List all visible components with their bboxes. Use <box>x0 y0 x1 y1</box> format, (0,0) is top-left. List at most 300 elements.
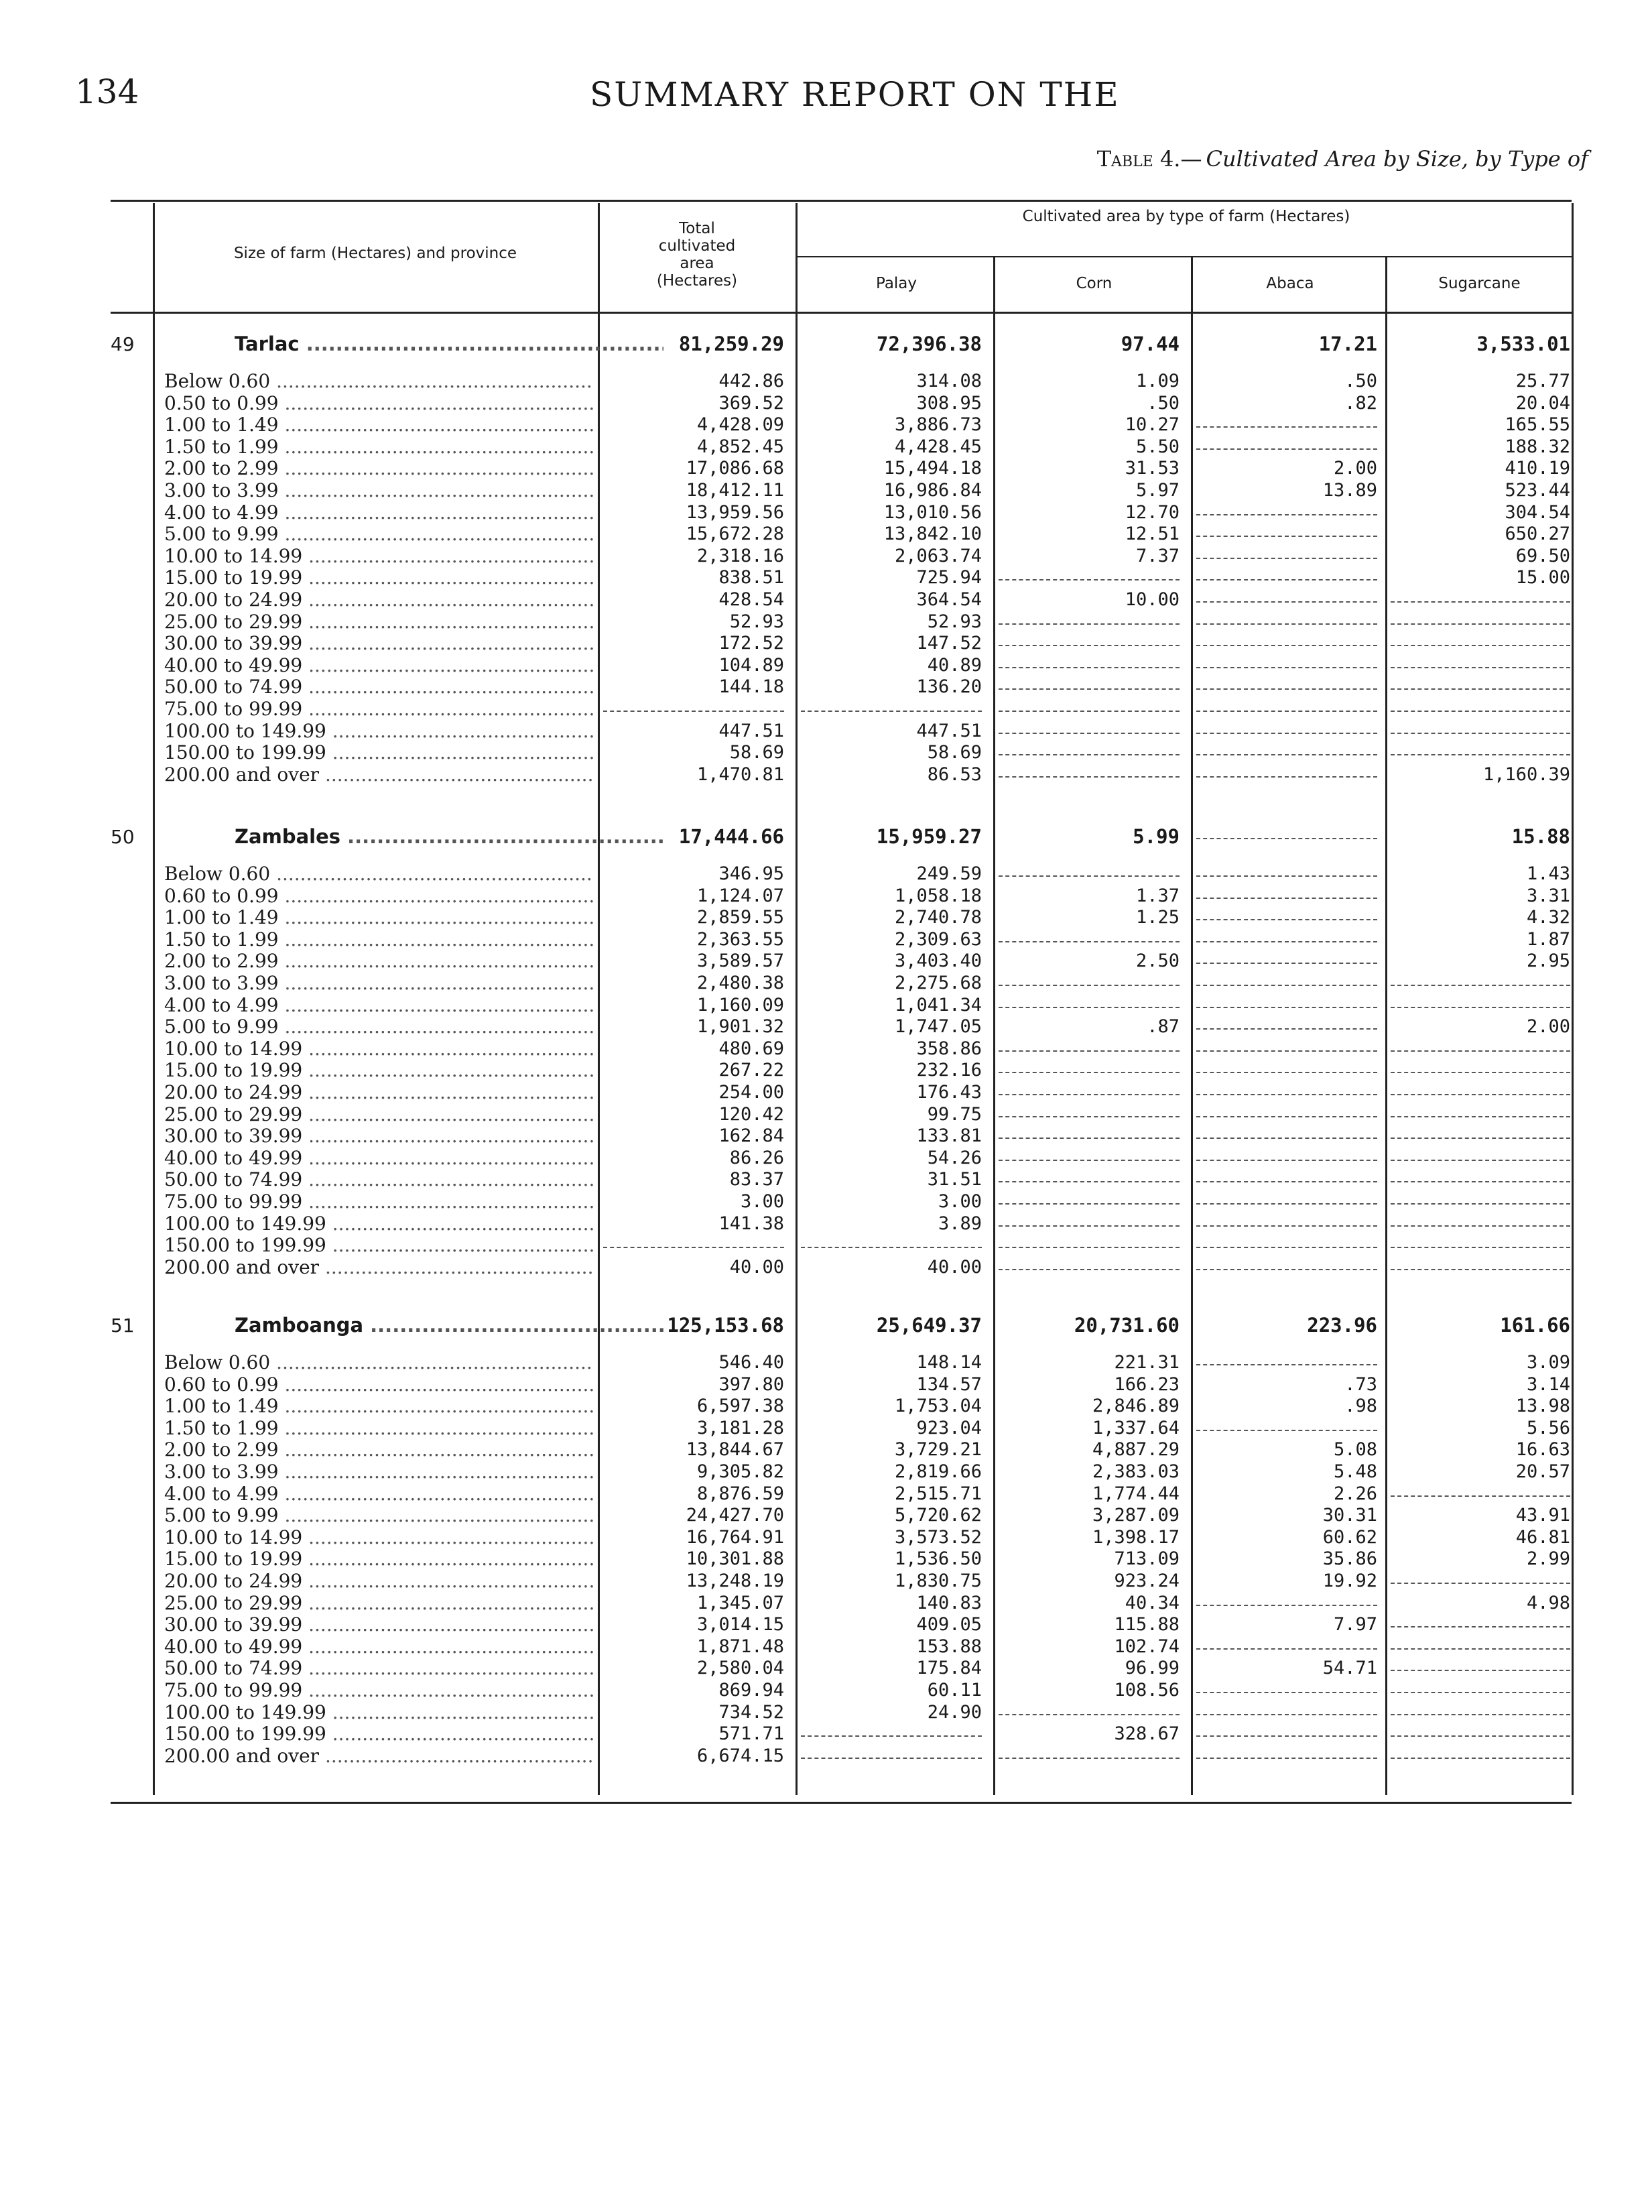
area-value: 134.57 <box>916 1373 982 1395</box>
province-total-value: 3,533.01 <box>1476 332 1570 355</box>
area-value: 3,589.57 <box>696 950 784 972</box>
area-value <box>999 764 1180 778</box>
area-value <box>1196 589 1377 603</box>
size-class-label: 4.00 to 4.99 ..... <box>164 995 593 1016</box>
province-total-value: 20,731.60 <box>1074 1314 1180 1337</box>
size-class-row <box>0 1352 1652 1373</box>
area-value <box>1391 1745 1570 1759</box>
area-value: 148.14 <box>916 1352 982 1373</box>
size-class-row <box>0 1082 1652 1103</box>
size-class-label: 5.00 to 9.99 ..... <box>164 1505 593 1526</box>
size-class-label: 10.00 to 14.99 ..... <box>164 1527 593 1548</box>
size-class-label: 2.00 to 2.99 ..... <box>164 458 593 479</box>
area-value: 7.97 <box>1333 1614 1377 1636</box>
area-value <box>1391 589 1570 603</box>
header-sugarcane: Sugarcane <box>1438 275 1521 292</box>
size-class-row <box>0 885 1652 907</box>
size-class-row <box>0 502 1652 524</box>
size-class-row <box>0 458 1652 479</box>
size-class-row <box>0 414 1652 436</box>
size-class-row <box>0 480 1652 501</box>
area-value <box>1391 1680 1570 1693</box>
size-class-row <box>0 742 1652 763</box>
area-value <box>1391 1082 1570 1095</box>
area-value <box>999 1213 1180 1227</box>
area-value: 25.77 <box>1515 371 1570 391</box>
area-value: 314.08 <box>916 371 982 391</box>
size-class-label: 150.00 to 199.99 ..... <box>164 1235 593 1256</box>
area-value: .98 <box>1344 1396 1377 1417</box>
area-value: 3,181.28 <box>696 1417 784 1438</box>
area-value: 162.84 <box>718 1125 784 1147</box>
area-value <box>1196 1257 1377 1270</box>
area-value <box>1196 1723 1377 1737</box>
area-value: 166.23 <box>1114 1373 1180 1395</box>
size-class-row <box>0 1680 1652 1701</box>
area-value: 8,876.59 <box>696 1483 784 1504</box>
area-value: 20.57 <box>1515 1461 1570 1482</box>
area-value: 3,729.21 <box>894 1439 982 1461</box>
size-class-label: 30.00 to 39.99 ..... <box>164 633 593 654</box>
area-value: 136.20 <box>916 676 982 698</box>
province-total-value: 97.44 <box>1121 332 1180 355</box>
size-class-label: 15.00 to 19.99 ..... <box>164 1060 593 1081</box>
area-value: 5,720.62 <box>894 1505 982 1526</box>
area-value: 1,871.48 <box>696 1636 784 1657</box>
area-value <box>1196 1016 1377 1030</box>
area-value <box>801 1235 982 1248</box>
size-class-row <box>0 907 1652 928</box>
area-value <box>999 611 1180 625</box>
size-class-row <box>0 950 1652 972</box>
size-class-label: 40.00 to 49.99 ..... <box>164 1636 593 1658</box>
area-value: 2.26 <box>1333 1483 1377 1504</box>
area-value <box>1391 1191 1570 1205</box>
area-value: 3,886.73 <box>894 414 982 436</box>
area-value: 1,160.09 <box>696 994 784 1016</box>
size-class-label: 1.50 to 1.99 ..... <box>164 436 593 458</box>
area-value: 147.52 <box>916 633 982 654</box>
area-value: 60.11 <box>927 1680 982 1701</box>
area-value: 16,986.84 <box>883 480 982 501</box>
size-class-label: 1.00 to 1.49 ..... <box>164 907 593 928</box>
area-value: 838.51 <box>718 567 784 589</box>
area-value: 1,747.05 <box>894 1016 982 1038</box>
area-value <box>1196 1125 1377 1139</box>
area-value: 175.84 <box>916 1658 982 1679</box>
area-value: .82 <box>1344 392 1377 414</box>
area-value: 4,428.45 <box>894 436 982 457</box>
size-class-row <box>0 1614 1652 1636</box>
area-value <box>999 1060 1180 1073</box>
area-value: 1.09 <box>1135 371 1180 391</box>
area-value: 2.50 <box>1135 950 1180 972</box>
area-value: .50 <box>1147 392 1180 414</box>
area-value: 40.00 <box>927 1256 982 1278</box>
size-class-row <box>0 655 1652 676</box>
province-total-row <box>0 1314 1652 1336</box>
area-value: 40.89 <box>927 654 982 676</box>
area-value <box>1391 1257 1570 1270</box>
area-value <box>1196 502 1377 515</box>
size-class-row <box>0 863 1652 885</box>
area-value: 221.31 <box>1114 1352 1180 1373</box>
area-value <box>999 995 1180 1008</box>
province-number: 49 <box>111 333 135 355</box>
area-value: 1.25 <box>1135 907 1180 928</box>
area-value: 115.88 <box>1114 1614 1180 1636</box>
area-value: 1,398.17 <box>1092 1526 1180 1548</box>
area-value: 40.00 <box>729 1256 784 1278</box>
area-value <box>1196 1191 1377 1205</box>
area-value: 3,403.40 <box>894 950 982 972</box>
area-value: 734.52 <box>718 1701 784 1723</box>
size-class-label: 4.00 to 4.99 ..... <box>164 1483 593 1505</box>
size-class-row <box>0 546 1652 567</box>
area-value: 19.92 <box>1322 1571 1377 1591</box>
size-class-label: 30.00 to 39.99 ..... <box>164 1614 593 1636</box>
area-value <box>1391 1235 1570 1248</box>
area-value <box>1196 1148 1377 1161</box>
size-class-row <box>0 1396 1652 1417</box>
area-value: 18,412.11 <box>686 480 784 501</box>
area-value: 6,674.15 <box>696 1745 784 1766</box>
header-corn: Corn <box>1076 275 1113 292</box>
size-class-row <box>0 995 1652 1016</box>
header-total: Total cultivated area (Hectares) <box>656 220 738 290</box>
size-class-row <box>0 1060 1652 1081</box>
size-class-label: 25.00 to 29.99 ..... <box>164 611 593 633</box>
area-value <box>1391 721 1570 734</box>
size-class-label: 25.00 to 29.99 ..... <box>164 1104 593 1125</box>
page-number: 134 <box>75 72 139 111</box>
size-class-label: 100.00 to 149.99 ..... <box>164 721 593 742</box>
size-class-label: 1.00 to 1.49 ..... <box>164 414 593 436</box>
area-value: 40.34 <box>1125 1592 1180 1613</box>
size-class-row <box>0 1571 1652 1592</box>
area-value: 9,305.82 <box>696 1461 784 1482</box>
area-value: 304.54 <box>1505 501 1570 523</box>
area-value <box>1196 698 1377 712</box>
size-class-row <box>0 1374 1652 1396</box>
size-class-label: 3.00 to 3.99 ..... <box>164 480 593 501</box>
area-value <box>1391 633 1570 646</box>
header-abaca: Abaca <box>1266 275 1314 292</box>
size-class-label: 3.00 to 3.99 ..... <box>164 1461 593 1483</box>
table-title: Cultivated Area by Size, by Type of <box>1206 146 1588 172</box>
area-value: 13,248.19 <box>686 1571 784 1591</box>
area-value <box>1391 1571 1570 1584</box>
size-class-label: 20.00 to 24.99 ..... <box>164 589 593 611</box>
area-value <box>801 698 982 712</box>
area-value: 447.51 <box>916 720 982 741</box>
area-value: 16.63 <box>1515 1439 1570 1461</box>
area-value <box>1196 1593 1377 1606</box>
size-class-row <box>0 721 1652 742</box>
area-value: 725.94 <box>916 567 982 589</box>
area-value: 54.26 <box>927 1147 982 1168</box>
province-name: Zamboanga ..... <box>235 1314 663 1336</box>
size-class-row <box>0 929 1652 950</box>
area-value <box>1196 611 1377 625</box>
area-value <box>1196 524 1377 537</box>
header-palay: Palay <box>875 275 917 292</box>
area-value: 369.52 <box>718 392 784 414</box>
area-value: 267.22 <box>718 1060 784 1081</box>
size-class-row <box>0 611 1652 633</box>
area-value: 24,427.70 <box>686 1505 784 1526</box>
province-total-row <box>0 826 1652 847</box>
area-value <box>1391 1125 1570 1139</box>
size-class-row <box>0 1723 1652 1745</box>
size-class-label: 1.50 to 1.99 ..... <box>164 929 593 950</box>
size-class-label: 200.00 and over ..... <box>164 1745 593 1767</box>
area-value: 5.48 <box>1333 1461 1377 1482</box>
area-value: 7.37 <box>1135 545 1180 566</box>
area-value <box>1391 973 1570 986</box>
area-value: 2,318.16 <box>696 545 784 566</box>
size-class-label: 0.60 to 0.99 ..... <box>164 1374 593 1396</box>
area-value <box>1391 1658 1570 1671</box>
area-value <box>999 1082 1180 1095</box>
area-value: 480.69 <box>718 1038 784 1059</box>
area-value <box>999 1148 1180 1161</box>
area-value <box>1391 1483 1570 1497</box>
area-value: 15,494.18 <box>883 458 982 479</box>
area-value <box>999 863 1180 877</box>
province-total-value: 17.21 <box>1318 332 1377 355</box>
province-total-value: 81,259.29 <box>678 332 784 355</box>
area-value: 2,580.04 <box>696 1658 784 1679</box>
area-value <box>1196 1702 1377 1715</box>
area-value: 447.51 <box>718 720 784 741</box>
area-value: 52.93 <box>927 611 982 632</box>
area-value: 2,383.03 <box>1092 1461 1180 1482</box>
size-class-row <box>0 1213 1652 1235</box>
province-total-value: 15.88 <box>1511 825 1570 848</box>
size-class-label: 15.00 to 19.99 ..... <box>164 567 593 589</box>
area-value: 3.00 <box>938 1191 982 1212</box>
area-value <box>1196 1082 1377 1095</box>
area-value <box>1391 1060 1570 1073</box>
size-class-label: 40.00 to 49.99 ..... <box>164 1148 593 1169</box>
province-total-value: 5.99 <box>1133 825 1180 848</box>
area-value: 1,337.64 <box>1092 1417 1180 1438</box>
area-value: 3.89 <box>938 1213 982 1234</box>
area-value <box>1196 742 1377 755</box>
area-value <box>1196 633 1377 646</box>
province-total-row <box>0 333 1652 355</box>
size-class-row <box>0 393 1652 414</box>
area-value <box>1196 1680 1377 1693</box>
area-value <box>1196 1352 1377 1365</box>
area-value <box>999 742 1180 755</box>
size-class-label: 3.00 to 3.99 ..... <box>164 973 593 994</box>
size-class-label: 50.00 to 74.99 ..... <box>164 1658 593 1679</box>
area-value: 43.91 <box>1515 1505 1570 1526</box>
area-value: 3.31 <box>1526 885 1570 906</box>
size-class-row <box>0 1148 1652 1169</box>
area-value: 2.99 <box>1526 1548 1570 1570</box>
size-class-row <box>0 1038 1652 1060</box>
area-value: 5.50 <box>1135 436 1180 457</box>
area-value: 108.56 <box>1114 1680 1180 1701</box>
area-value <box>1196 1169 1377 1182</box>
area-value: 140.83 <box>916 1592 982 1613</box>
area-value <box>1391 1213 1570 1227</box>
area-value <box>1391 1636 1570 1650</box>
area-value <box>999 1169 1180 1182</box>
size-class-row <box>0 1483 1652 1505</box>
size-class-label: 100.00 to 149.99 ..... <box>164 1702 593 1723</box>
area-value: 442.86 <box>718 371 784 391</box>
area-value: 1,901.32 <box>696 1016 784 1038</box>
area-value: 13,842.10 <box>883 524 982 545</box>
size-class-row <box>0 1104 1652 1125</box>
size-class-label: 100.00 to 149.99 ..... <box>164 1213 593 1235</box>
running-head: SUMMARY REPORT ON THE <box>590 75 1120 114</box>
area-value: 3.00 <box>740 1191 784 1212</box>
area-value: 120.42 <box>718 1103 784 1125</box>
size-class-row <box>0 1593 1652 1614</box>
area-value: .87 <box>1147 1016 1180 1038</box>
size-class-row <box>0 371 1652 392</box>
area-value: 188.32 <box>1505 436 1570 457</box>
size-class-row <box>0 1745 1652 1767</box>
size-class-row <box>0 1235 1652 1256</box>
area-value: 346.95 <box>718 863 784 884</box>
area-value: 650.27 <box>1505 524 1570 545</box>
area-value: 86.26 <box>729 1147 784 1168</box>
area-value: 328.67 <box>1114 1723 1180 1745</box>
area-value <box>1391 742 1570 755</box>
area-value: 13.98 <box>1515 1396 1570 1417</box>
size-class-label: 15.00 to 19.99 ..... <box>164 1548 593 1570</box>
area-value <box>1196 1038 1377 1052</box>
size-class-label: Below 0.60 ..... <box>164 1352 593 1373</box>
area-value: 4,428.09 <box>696 414 784 436</box>
area-value <box>999 1702 1180 1715</box>
area-value <box>1391 655 1570 668</box>
size-class-row <box>0 1461 1652 1483</box>
province-total-value <box>1196 826 1377 839</box>
size-class-row <box>0 698 1652 720</box>
size-class-row <box>0 567 1652 589</box>
province-number: 50 <box>111 826 135 848</box>
size-class-row <box>0 1125 1652 1147</box>
province-name: Zambales ..... <box>235 826 663 847</box>
size-class-row <box>0 1548 1652 1570</box>
area-value <box>1196 414 1377 428</box>
area-value <box>1196 676 1377 690</box>
area-value: 60.62 <box>1322 1526 1377 1548</box>
area-value: 13,010.56 <box>883 501 982 523</box>
area-value: 2,275.68 <box>894 973 982 993</box>
area-value <box>1196 655 1377 668</box>
area-value: 46.81 <box>1515 1526 1570 1548</box>
area-value: 1,124.07 <box>696 885 784 906</box>
size-class-row <box>0 1169 1652 1190</box>
area-value: 31.53 <box>1125 458 1180 479</box>
size-class-row <box>0 589 1652 611</box>
size-class-label: Below 0.60 ..... <box>164 371 593 392</box>
area-value: 2.00 <box>1526 1016 1570 1038</box>
area-value <box>1196 1745 1377 1759</box>
area-value <box>1391 1614 1570 1627</box>
area-value <box>1196 567 1377 580</box>
area-value: 3,573.52 <box>894 1526 982 1548</box>
area-value: 5.97 <box>1135 480 1180 501</box>
area-value <box>1196 863 1377 877</box>
area-value <box>801 1723 982 1737</box>
area-value: 428.54 <box>718 589 784 610</box>
area-value: 133.81 <box>916 1125 982 1147</box>
area-value <box>999 698 1180 712</box>
area-value: 2,859.55 <box>696 907 784 928</box>
area-value: 69.50 <box>1515 545 1570 566</box>
area-value <box>999 1257 1180 1270</box>
size-class-label: 0.60 to 0.99 ..... <box>164 885 593 907</box>
area-value: 83.37 <box>729 1169 784 1190</box>
area-value: 308.95 <box>916 392 982 414</box>
area-value: 102.74 <box>1114 1636 1180 1657</box>
area-value: 546.40 <box>718 1352 784 1373</box>
header-size: Size of farm (Hectares) and province <box>233 245 517 262</box>
area-value <box>603 698 784 712</box>
size-class-row <box>0 676 1652 698</box>
area-value <box>1391 1038 1570 1052</box>
area-value: 3.09 <box>1526 1352 1570 1373</box>
area-value: 1,041.34 <box>894 994 982 1016</box>
size-class-label: 2.00 to 2.99 ..... <box>164 1439 593 1461</box>
area-value: 6,597.38 <box>696 1396 784 1417</box>
area-value: 58.69 <box>729 742 784 763</box>
area-value: 165.55 <box>1505 414 1570 436</box>
area-value <box>1196 721 1377 734</box>
area-value: 2,819.66 <box>894 1461 982 1482</box>
province-total-value: 15,959.27 <box>876 825 982 848</box>
area-value: 176.43 <box>916 1082 982 1103</box>
area-value: 3,014.15 <box>696 1614 784 1636</box>
area-value: 10,301.88 <box>686 1548 784 1570</box>
area-value <box>999 1235 1180 1248</box>
size-class-label: 5.00 to 9.99 ..... <box>164 524 593 545</box>
size-class-row <box>0 436 1652 458</box>
area-value <box>1196 929 1377 942</box>
area-value: 409.05 <box>916 1614 982 1636</box>
area-value: 1.87 <box>1526 928 1570 950</box>
size-class-row <box>0 1016 1652 1038</box>
area-value <box>1196 885 1377 899</box>
size-class-label: Below 0.60 ..... <box>164 863 593 885</box>
size-class-label: 1.00 to 1.49 ..... <box>164 1396 593 1417</box>
size-class-label: 5.00 to 9.99 ..... <box>164 1016 593 1038</box>
size-class-row <box>0 524 1652 545</box>
area-value: 13.89 <box>1322 480 1377 501</box>
size-class-label: 75.00 to 99.99 ..... <box>164 698 593 720</box>
area-value: 12.51 <box>1125 524 1180 545</box>
size-class-label: 150.00 to 199.99 ..... <box>164 1723 593 1745</box>
area-value <box>999 1191 1180 1205</box>
area-value <box>1391 995 1570 1008</box>
size-class-label: 50.00 to 74.99 ..... <box>164 1169 593 1190</box>
area-value: 12.70 <box>1125 501 1180 523</box>
area-value <box>999 721 1180 734</box>
area-value <box>1196 973 1377 986</box>
area-value: 99.75 <box>927 1103 982 1125</box>
size-class-row <box>0 1439 1652 1461</box>
area-value: 4,887.29 <box>1092 1439 1180 1461</box>
